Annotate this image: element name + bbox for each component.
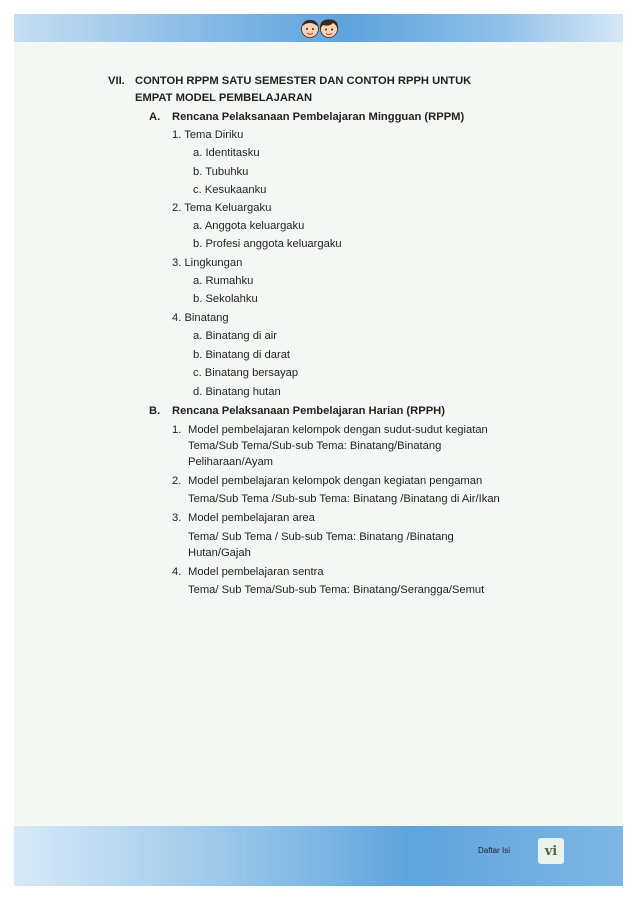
section-b-title: Rencana Pelaksanaan Pembelajaran Harian (RPPH) (172, 405, 445, 417)
model-3-line-3: Hutan/Gajah (188, 547, 251, 559)
theme-1: 1. Tema Diriku (172, 129, 244, 141)
model-3-number: 3. (172, 512, 182, 524)
model-3-line-1: Model pembelajaran area (188, 512, 315, 524)
theme-4: 4. Binatang (172, 312, 229, 324)
model-1-number: 1. (172, 424, 182, 436)
theme-4-sub-b: b. Binatang di darat (193, 349, 291, 361)
theme-1-sub-b: b. Tubuhku (193, 166, 249, 178)
heading-number: VII. (108, 75, 125, 87)
model-4-number: 4. (172, 566, 182, 578)
section-a-title: Rencana Pelaksanaan Pembelajaran Mingguan (RPPM) (172, 111, 465, 123)
model-2-number: 2. (172, 475, 182, 487)
heading-line-2: EMPAT MODEL PEMBELAJARAN (135, 92, 313, 104)
model-4-line-1: Model pembelajaran sentra (188, 566, 324, 578)
section-b-letter: B. (149, 405, 161, 417)
model-1-line-1: Model pembelajaran kelompok dengan sudut-sudut kegiatan (188, 424, 488, 436)
theme-3: 3. Lingkungan (172, 257, 243, 269)
model-1-line-2: Tema/Sub Tema/Sub-sub Tema: Binatang/Binatang (188, 440, 442, 452)
footer-band (14, 826, 623, 886)
model-3-line-2: Tema/ Sub Tema / Sub-sub Tema: Binatang /Binatang (188, 531, 454, 543)
theme-3-sub-b: b. Sekolahku (193, 293, 258, 305)
theme-4-sub-c: c. Binatang bersayap (193, 367, 299, 379)
model-2-line-1: Model pembelajaran kelompok dengan kegiatan pengaman (188, 475, 483, 487)
theme-1-sub-a: a. Identitasku (193, 147, 260, 159)
theme-2-sub-a: a. Anggota keluargaku (193, 220, 305, 232)
model-4-line-2: Tema/ Sub Tema/Sub-sub Tema: Binatang/Serangga/Semut (188, 584, 485, 596)
theme-1-sub-c: c. Kesukaanku (193, 184, 267, 196)
footer-label: Daftar Isi (478, 846, 511, 855)
theme-4-sub-d: d. Binatang hutan (193, 386, 281, 398)
theme-3-sub-a: a. Rumahku (193, 275, 254, 287)
heading-line-1: CONTOH RPPM SATU SEMESTER DAN CONTOH RPPH UNTUK (135, 75, 472, 87)
theme-2-sub-b: b. Profesi anggota keluargaku (193, 238, 342, 250)
model-2-line-2: Tema/Sub Tema /Sub-sub Tema: Binatang /Binatang di Air/Ikan (188, 493, 500, 505)
page-number: vi (538, 838, 564, 864)
section-a-letter: A. (149, 111, 161, 123)
theme-2: 2. Tema Keluargaku (172, 202, 272, 214)
model-1-line-3: Peliharaan/Ayam (188, 456, 273, 468)
theme-4-sub-a: a. Binatang di air (193, 330, 277, 342)
